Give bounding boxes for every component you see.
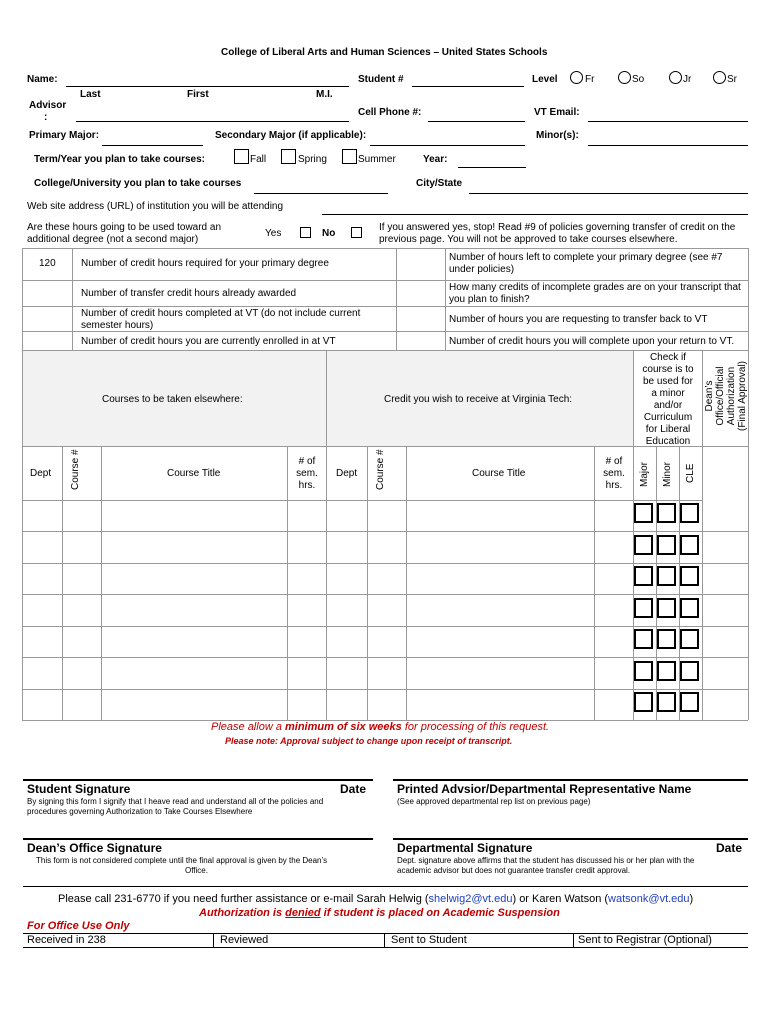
row1-cle-checkbox[interactable] — [680, 503, 699, 523]
term-summer-label: Summer — [358, 154, 396, 165]
dept-signature-label: Departmental Signature — [397, 841, 533, 855]
level-sr-label: Sr — [727, 74, 737, 85]
year-label: Year: — [423, 154, 448, 165]
term-label: Term/Year you plan to take courses: — [34, 154, 205, 165]
degree-stop-line1: If you answered yes, stop! Read #9 of policies governing transfer of credit on the — [379, 222, 736, 233]
level-sr-radio[interactable] — [713, 71, 726, 84]
dean-signature-text-2: Office. — [185, 866, 208, 875]
office-use-label: For Office Use Only — [27, 920, 130, 932]
completed-label-1: Number of credit hours completed at VT (do not include current — [81, 308, 361, 319]
contact-line: Please call 231-6770 if you need further assistance or e-mail Sarah Helwig (shelwig2@vt.edu) or Karen Watson (watsonk@vt.edu) — [58, 893, 694, 905]
row7-minor-checkbox[interactable] — [657, 692, 676, 712]
student-date-label: Date — [340, 782, 367, 796]
degree-question-line1: Are these hours going to be used toward an — [27, 222, 222, 233]
row5-minor-checkbox[interactable] — [657, 629, 676, 649]
row6-cle-checkbox[interactable] — [680, 661, 699, 681]
name-field[interactable] — [66, 86, 349, 87]
vt-email-label: VT Email: — [534, 107, 580, 118]
term-summer-checkbox[interactable] — [342, 149, 357, 164]
term-fall-label: Fall — [250, 154, 267, 165]
printed-name-label: Printed Advsior/Departmental Representative Name — [397, 782, 692, 796]
row7-major-checkbox[interactable] — [634, 692, 653, 712]
degree-stop-line2: previous page. You will not be approved to take courses elsewhere. — [379, 234, 678, 245]
advisor-label: Advisor — [29, 100, 67, 111]
col-title-left: Course Title — [167, 468, 221, 479]
office-received: Received in 238 — [27, 934, 106, 946]
col-dept-right: Dept — [336, 468, 358, 479]
student-signature-text-2: procedures governing Authorization to Take Courses Elsewhere — [27, 807, 253, 816]
level-label: Level — [532, 74, 558, 85]
advisor-colon: : — [44, 112, 48, 123]
level-fr-label: Fr — [585, 74, 595, 85]
courses-elsewhere-header: Courses to be taken elsewhere: — [102, 394, 243, 405]
col-hrs-left: # of sem. hrs. — [296, 456, 318, 491]
city-state-field[interactable] — [469, 193, 748, 194]
level-jr-radio[interactable] — [669, 71, 682, 84]
row5-cle-checkbox[interactable] — [680, 629, 699, 649]
processing-notice: Please allow a minimum of six weeks for processing of this request. — [211, 721, 550, 733]
website-field[interactable] — [322, 214, 748, 215]
vt-credit-header: Credit you wish to receive at Virginia Tech: — [384, 394, 573, 405]
hours-left-label-1: Number of hours left to complete your primary degree (see #7 — [449, 252, 723, 263]
upon-return-label: Number of credit hours you will complete upon your return to VT. — [449, 336, 735, 347]
dept-signature-text-1: Dept. signature above affirms that the student has discussed his or her plan with the — [397, 856, 695, 865]
printed-name-text: (See approved departmental rep list on previous page) — [397, 797, 591, 806]
level-so-label: So — [632, 74, 645, 85]
dean-signature-text-1: This form is not considered complete until the final approval is given by the Dean’s — [36, 856, 328, 865]
minors-label: Minor(s): — [536, 130, 579, 141]
student-number-label: Student # — [358, 74, 404, 85]
enrolled-label: Number of credit hours you are currently enrolled in at VT — [81, 336, 336, 347]
last-sublabel: Last — [80, 89, 101, 100]
secondary-major-field[interactable] — [370, 145, 525, 146]
degree-yes-label: Yes — [265, 228, 282, 239]
college-label: College/University you plan to take courses — [34, 178, 242, 189]
term-fall-checkbox[interactable] — [234, 149, 249, 164]
col-course-num-right: Course # — [375, 449, 386, 490]
row5-major-checkbox[interactable] — [634, 629, 653, 649]
college-field[interactable] — [254, 193, 388, 194]
office-sent-student: Sent to Student — [391, 934, 467, 946]
minors-field[interactable] — [588, 145, 748, 146]
primary-major-field[interactable] — [102, 145, 203, 146]
required-hours-value: 120 — [39, 258, 56, 269]
name-label: Name: — [27, 74, 58, 85]
row6-minor-checkbox[interactable] — [657, 661, 676, 681]
col-cle: CLE — [685, 463, 696, 483]
city-state-label: City/State — [416, 178, 463, 189]
requesting-label: Number of hours you are requesting to transfer back to VT — [449, 314, 708, 325]
suspension-notice: Authorization is denied if student is placed on Academic Suspension — [199, 907, 560, 919]
row3-minor-checkbox[interactable] — [657, 566, 676, 586]
col-dept-left: Dept — [30, 468, 52, 479]
row4-minor-checkbox[interactable] — [657, 598, 676, 618]
row1-major-checkbox[interactable] — [634, 503, 653, 523]
primary-major-label: Primary Major: — [29, 130, 100, 141]
incomplete-label-1: How many credits of incomplete grades are on your transcript that — [449, 282, 741, 293]
row3-major-checkbox[interactable] — [634, 566, 653, 586]
year-field[interactable] — [458, 167, 526, 168]
degree-question-line2: additional degree (not a second major) — [27, 234, 199, 245]
row4-major-checkbox[interactable] — [634, 598, 653, 618]
page-title: College of Liberal Arts and Human Sciences – United States Schools — [221, 47, 548, 58]
secondary-major-label: Secondary Major (if applicable): — [215, 130, 367, 141]
col-title-right: Course Title — [472, 468, 526, 479]
mi-sublabel: M.I. — [316, 89, 333, 100]
vt-email-field[interactable] — [588, 121, 748, 122]
first-sublabel: First — [187, 89, 209, 100]
row1-minor-checkbox[interactable] — [657, 503, 676, 523]
row7-cle-checkbox[interactable] — [680, 692, 699, 712]
completed-label-2: semester hours) — [81, 320, 154, 331]
required-hours-label: Number of credit hours required for your primary degree — [81, 258, 329, 269]
degree-no-checkbox[interactable] — [351, 227, 362, 238]
student-signature-label: Student Signature — [27, 782, 131, 796]
col-course-num-left: Course # — [70, 449, 81, 490]
dean-signature-label: Dean’s Office Signature — [27, 841, 162, 855]
degree-no-label: No — [322, 228, 336, 239]
dept-date-label: Date — [716, 841, 743, 855]
level-fr-radio[interactable] — [570, 71, 583, 84]
transfer-hours-label: Number of transfer credit hours already awarded — [81, 288, 297, 299]
incomplete-label-2: you plan to finish? — [449, 294, 530, 305]
col-hrs-right: # of sem. hrs. — [603, 456, 625, 491]
row4-cle-checkbox[interactable] — [680, 598, 699, 618]
office-reviewed: Reviewed — [220, 934, 269, 946]
student-signature-text-1: By signing this form I signify that I heave read and understand all of the policies and — [27, 797, 324, 806]
check-header: Check if course is to be used for a minor and/or Curriculum for Liberal Education — [642, 352, 694, 447]
cell-phone-field[interactable] — [428, 121, 525, 122]
row6-major-checkbox[interactable] — [634, 661, 653, 681]
office-sent-registrar: Sent to Registrar (Optional) — [578, 934, 712, 946]
level-jr-label: Jr — [683, 74, 692, 85]
transcript-note: Please note: Approval subject to change upon receipt of transcript. — [225, 736, 513, 746]
dept-signature-text-2: academic advisor but does not guarantee transfer credit approval. — [397, 866, 631, 875]
row2-major-checkbox[interactable] — [634, 535, 653, 555]
term-spring-label: Spring — [298, 154, 327, 165]
website-label: Web site address (URL) of institution you will be attending — [27, 201, 284, 212]
level-so-radio[interactable] — [618, 71, 631, 84]
dean-authorization-header: Dean’s Office/Official Authorization (Final Approval) — [704, 360, 748, 432]
watson-email-link[interactable]: watsonk@vt.edu — [608, 893, 690, 905]
hours-left-label-2: under policies) — [449, 264, 515, 275]
col-minor: Minor — [662, 461, 673, 487]
row2-cle-checkbox[interactable] — [680, 535, 699, 555]
advisor-field[interactable] — [76, 121, 349, 122]
cell-phone-label: Cell Phone #: — [358, 107, 422, 118]
row3-cle-checkbox[interactable] — [680, 566, 699, 586]
helwig-email-link[interactable]: shelwig2@vt.edu — [428, 893, 513, 905]
col-major: Major — [639, 461, 650, 487]
student-number-field[interactable] — [412, 86, 524, 87]
term-spring-checkbox[interactable] — [281, 149, 296, 164]
degree-yes-checkbox[interactable] — [300, 227, 311, 238]
row2-minor-checkbox[interactable] — [657, 535, 676, 555]
